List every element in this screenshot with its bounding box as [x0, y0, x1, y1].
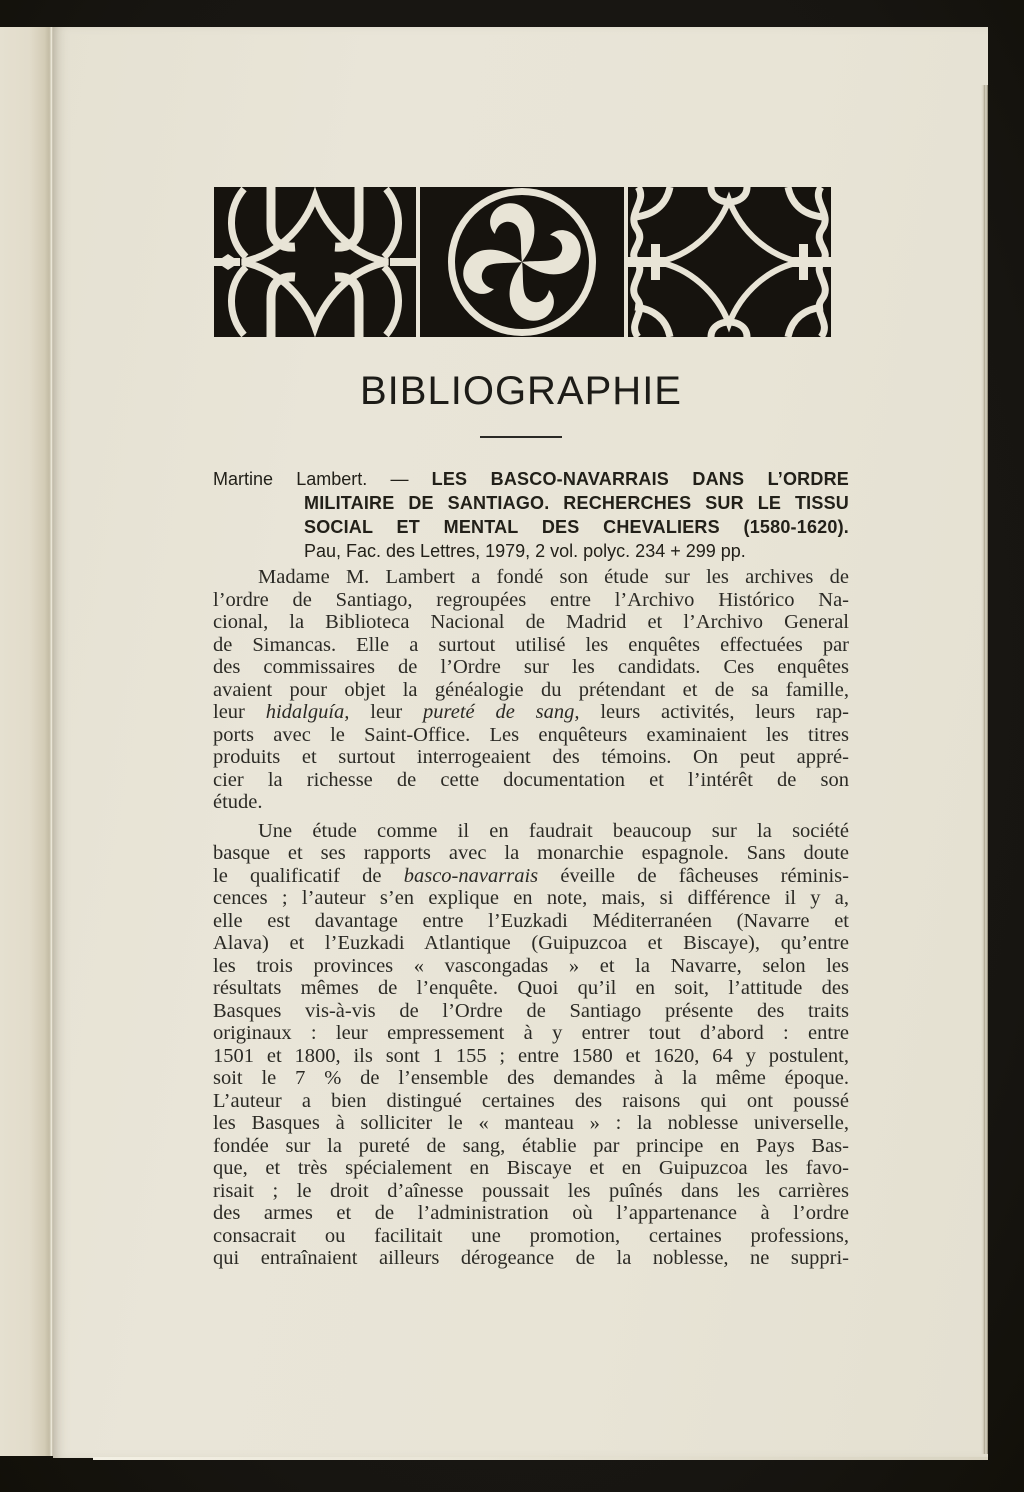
body-text-line: [213, 1157, 849, 1180]
citation-title-part-1: LES BASCO-NAVARRAIS DANS L’ORDRE: [431, 469, 849, 489]
body-text-line: [213, 977, 849, 1000]
text: éveille de fâcheuses réminis-: [538, 864, 849, 887]
page-title: BIBLIOGRAPHIE: [360, 369, 682, 413]
lauburu-motif: [448, 188, 596, 336]
body-text-line: [213, 910, 849, 933]
citation-author: Martine Lambert.: [213, 469, 368, 489]
body-text-line: [213, 1112, 849, 1135]
body-text-line: [213, 955, 849, 978]
body-text-line: [213, 1202, 849, 1225]
italic-text: basco-navarrais: [403, 864, 539, 887]
italic-text: hidalguía,: [265, 701, 350, 723]
body-text-line: [213, 679, 849, 702]
text: consacrait ou facilitait une promotion, certaines professions,: [213, 1224, 849, 1247]
italic-text: pureté de sang,: [423, 701, 580, 723]
text: Alava) et l’Euzkadi Atlantique (Guipuzcoa et Biscaye), qu’entre: [213, 932, 849, 954]
body-text-line: [213, 1022, 849, 1045]
text: des commissaires de l’Ordre sur les candidats. Ces enquêtes: [213, 656, 849, 678]
paragraph-2: [213, 820, 849, 1270]
text: leur: [213, 701, 266, 723]
text: cier la richesse de cette documentation et l’intérêt de son: [213, 768, 849, 791]
citation-imprint: Pau, Fac. des Lettres, 1979, 2 vol. polyc. 234 + 299 pp.: [304, 541, 746, 561]
text: fondée sur la pureté de sang, établie par principe en Pays Bas-: [213, 1134, 849, 1157]
body-text-line: [213, 656, 849, 679]
body-text-line: [213, 746, 849, 769]
text: résultats mêmes de l’enquête. Quoi qu’il en soit, l’attitude des: [213, 977, 849, 999]
body-text-line: [213, 1067, 849, 1090]
text: avaient pour objet la généalogie du prétendant et de sa famille,: [213, 678, 849, 701]
citation-dash: —: [390, 469, 409, 489]
text: leurs activités, leurs rap-: [579, 701, 849, 723]
body-text-line: [213, 566, 849, 589]
bibliographic-citation: [213, 467, 849, 563]
text: des armes et de l’administration où l’appartenance à l’ordre: [213, 1202, 849, 1224]
body-text-line: [213, 1090, 849, 1113]
text: elle est davantage entre l’Euzkadi Méditerranéen (Navarre et: [213, 909, 849, 932]
title-rule: [480, 436, 562, 438]
body-text-line: [213, 769, 849, 792]
body-text-line: [213, 1180, 849, 1203]
text: 1501 et 1800, ils sont 1 155 ; entre 1580 et 1620, 64 y postulent,: [213, 1044, 849, 1067]
body-text-line: [213, 791, 849, 814]
text: ports avec le Saint-Office. Les enquêteurs examinaient les titres: [213, 723, 849, 746]
body-text-line: [213, 842, 849, 865]
body-text-line: [213, 932, 849, 955]
citation-line-1: [213, 467, 849, 491]
citation-title-part-2: MILITAIRE DE SANTIAGO. RECHERCHES SUR LE TISSU: [304, 493, 849, 513]
body-text-line: [213, 1135, 849, 1158]
text: l’ordre de Santiago, regroupées entre l’Archivo Histórico Na-: [213, 588, 849, 611]
text: risait ; le droit d’aînesse poussait les puînés dans les carrières: [213, 1179, 849, 1202]
text: cences ; l’auteur s’en explique en note, mais, si différence il y a,: [213, 887, 849, 909]
body-text-line: [213, 589, 849, 612]
text: les Basques à solliciter le « manteau » : la noblesse universelle,: [213, 1112, 849, 1134]
book-page: [53, 27, 988, 1458]
body-text-line: [213, 701, 849, 724]
text: le qualificatif de: [213, 864, 404, 887]
text: cional, la Biblioteca Nacional de Madrid et l’Archivo General: [213, 611, 849, 633]
body-text-line: [213, 887, 849, 910]
text: produits et surtout interrogeaient des témoins. On peut appré-: [213, 746, 849, 768]
text: soit le 7 % de l’ensemble des demandes à la même époque.: [213, 1067, 849, 1089]
text: que, et très spécialement en Biscaye et en Guipuzcoa les favo-: [213, 1157, 849, 1179]
text: basque et ses rapports avec la monarchie espagnole. Sans doute: [213, 842, 849, 864]
body-text-line: [213, 611, 849, 634]
citation-title-part-3: SOCIAL ET MENTAL DES CHEVALIERS (1580-1620).: [304, 517, 849, 537]
body-text-line: [213, 820, 849, 843]
body-text-line: [213, 1247, 849, 1270]
text: de Simancas. Elle a surtout utilisé les enquêtes effectuées par: [213, 633, 849, 656]
text: Une étude comme il en faudrait beaucoup sur la société: [258, 819, 849, 842]
diamond-cross-motif: [628, 187, 831, 337]
book-gutter-edge: [0, 27, 53, 1456]
text: L’auteur a bien distingué certaines des raisons qui ont poussé: [213, 1089, 849, 1112]
body-text-line: [213, 1045, 849, 1068]
text: qui entraînaient ailleurs dérogeance de la noblesse, ne suppri-: [213, 1247, 849, 1269]
text: Basques vis-à-vis de l’Ordre de Santiago présente des traits: [213, 999, 849, 1022]
text: étude.: [213, 791, 263, 813]
paragraph-1: [213, 566, 849, 814]
body-text-line: [213, 1225, 849, 1248]
text: leur: [349, 701, 423, 723]
text: Madame M. Lambert a fondé son étude sur les archives de: [258, 566, 849, 588]
body-text-line: [213, 724, 849, 747]
body-text-line: [213, 865, 849, 888]
text-column: [213, 467, 849, 1270]
body-text-line: [213, 1000, 849, 1023]
body-text-line: [213, 634, 849, 657]
text: les trois provinces « vascongadas » et la Navarre, selon les: [213, 954, 849, 977]
basque-woodcut-ornament: [214, 187, 831, 337]
text: originaux : leur empressement à y entrer tout d’abord : entre: [213, 1022, 849, 1044]
